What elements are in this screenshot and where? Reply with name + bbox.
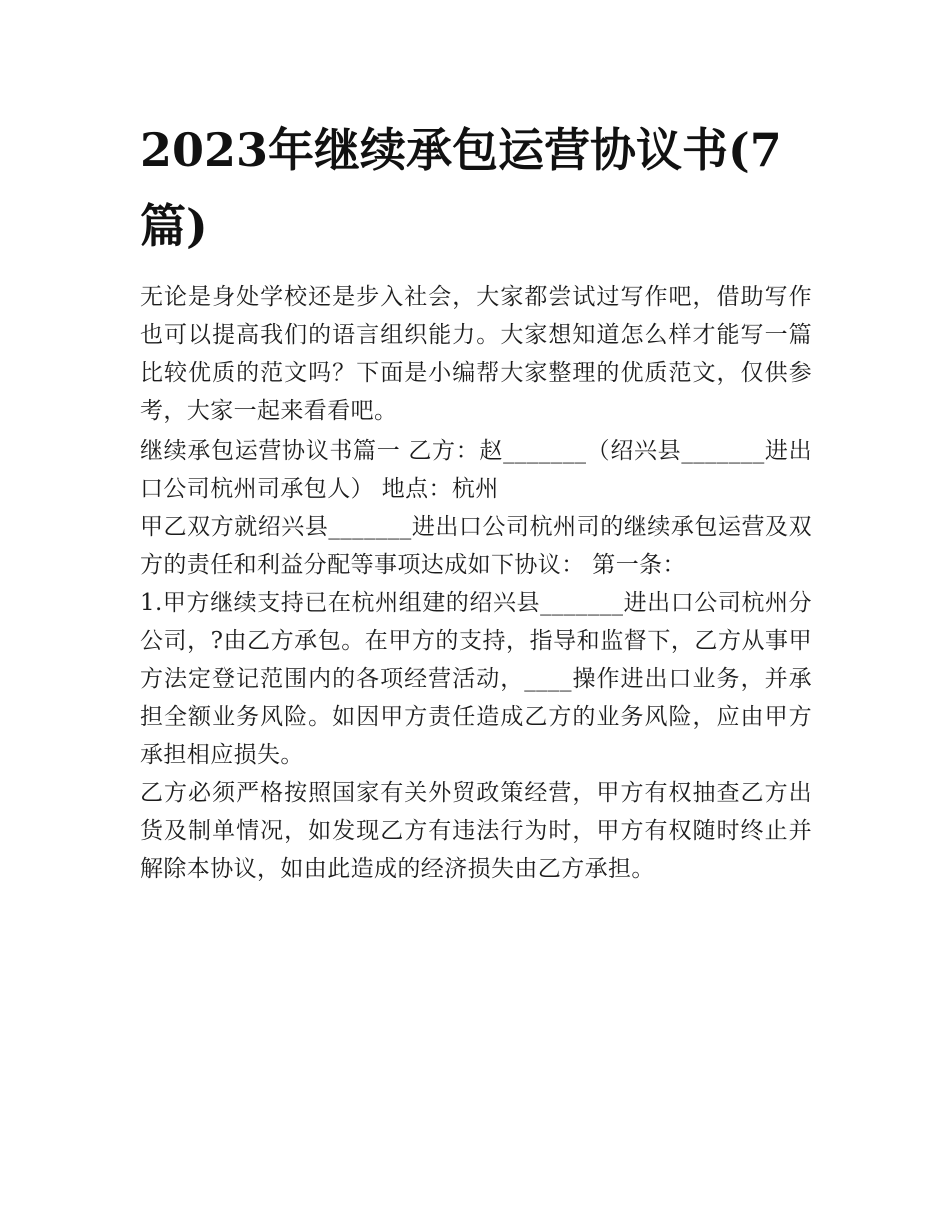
agreement-intro-paragraph: 甲乙双方就绍兴县_______进出口公司杭州司的继续承包运营及双方的责任和利益分配等事项达成如下协议： 第一条：: [140, 514, 812, 578]
contract-header-paragraph: 继续承包运营协议书篇一 乙方：赵_______（绍兴县_______进出口公司杭州司承包人） 地点：杭州: [140, 438, 812, 502]
document-title: 2023年继续承包运营协议书(7篇): [140, 123, 782, 253]
clause-1-paragraph: 1.甲方继续支持已在杭州组建的绍兴县_______进出口公司杭州分公司，?由乙方承包。在甲方的支持，指导和监督下，乙方从事甲方法定登记范围内的各项经营活动，____操作进出口业务，并承担全额业务风险。如因甲方责任造成乙方的业务风险，应由甲方承担相应损失。: [140, 590, 812, 768]
document-body: [140, 278, 812, 888]
document-page: [140, 112, 812, 888]
intro-paragraph: 无论是身处学校还是步入社会，大家都尝试过写作吧，借助写作也可以提高我们的语言组织能力。大家想知道怎么样才能写一篇比较优质的范文吗？下面是小编帮大家整理的优质范文，仅供参考，大家一起来看看吧。: [140, 284, 812, 424]
clause-compliance-paragraph: 乙方必须严格按照国家有关外贸政策经营，甲方有权抽查乙方出货及制单情况，如发现乙方有违法行为时，甲方有权随时终止并解除本协议，如由此造成的经济损失由乙方承担。: [140, 780, 812, 882]
